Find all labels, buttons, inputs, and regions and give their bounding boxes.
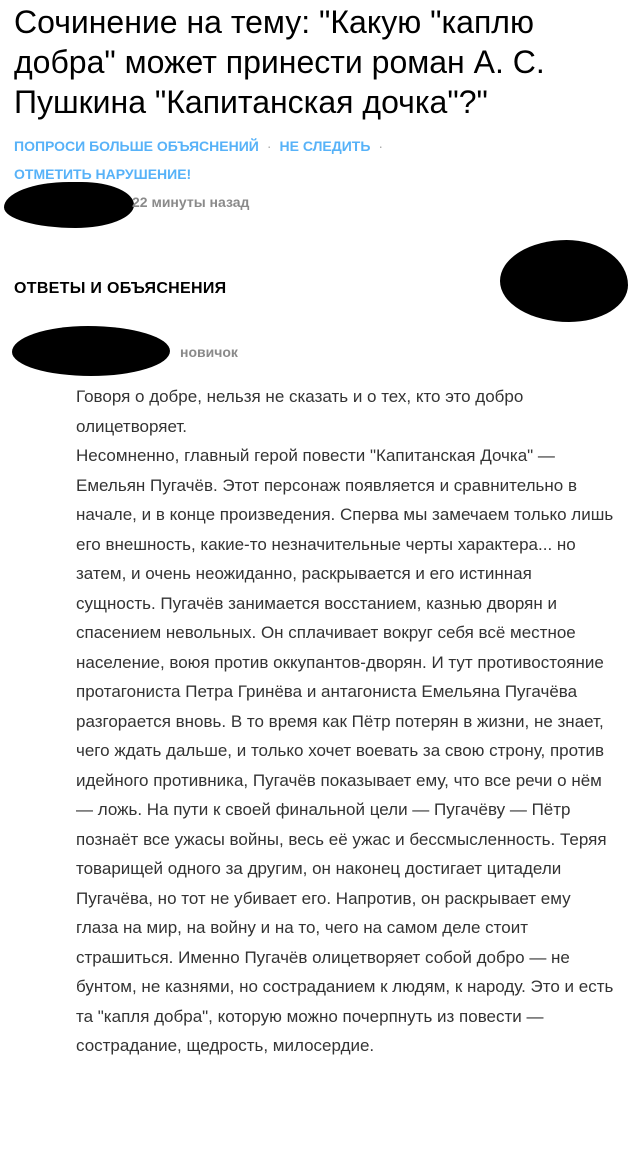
asker-info — [0, 178, 634, 228]
action-separator: · — [378, 138, 384, 154]
report-violation-link[interactable]: ОТМЕТИТЬ НАРУШЕНИЕ! — [14, 166, 192, 182]
question-timestamp: 22 минуты назад — [132, 194, 250, 210]
ask-more-explanations-link[interactable]: ПОПРОСИ БОЛЬШЕ ОБЪЯСНЕНИЙ — [14, 138, 259, 154]
unfollow-link[interactable]: НЕ СЛЕДИТЬ — [279, 138, 371, 154]
answer-paragraph: Несомненно, главный герой повести "Капитанская Дочка" — Емельян Пугачёв. Этот персонаж появляется и сравнительно в начале, и в конце произведения. Сперва мы замечаем только лишь его внешность, какие-то незначительные черты характера... но затем, и очень неожиданно, раскрывается и его истинная сущность. Пугачёв занимается восстанием, казнью дворян и спасением невольных. Он сплачивает вокруг себя всё местное население, воюя против оккупантов-дворян. И тут противостояние протагониста Петра Гринёва и антагониста Емельяна Пугачёва разгорается вновь. В то время как Пётр потерян в жизни, не знает, чего ждать дальше, и только хочет воевать за свою строну, против идейного противника, Пугачёв показывает ему, что все речи о нём — ложь. На пути к своей финальной цели — Пугачёву — Пётр познаёт все ужасы войны, весь её ужас и бессмысленность. Теряя товарищей одного за другим, он наконец достигает цитадели Пугачёва, но тот не убивает его. Напротив, он раскрывает ему глаза на мир, на войну и на то, чего на самом деле стоит страшиться. Именно Пугачёв олицетворяет собой добро — не бунтом, не казнями, но состраданием к людям, к народу. Это и есть та "капля добра", которую можно почерпнуть из повести — сострадание, щедрость, милосердие. — [76, 446, 614, 1055]
redacted-area — [500, 240, 628, 322]
answerer-info — [0, 322, 634, 380]
answer-text — [76, 382, 616, 1061]
answerer-rank: новичок — [180, 344, 238, 360]
action-separator: · — [266, 138, 272, 154]
question-title: Сочинение на тему: "Какую "каплю добра" может принести роман А. С. Пушкина "Капитанская дочка"?" — [14, 4, 545, 120]
answer-paragraph: Говоря о добре, нельзя не сказать и о тех, кто это добро олицетворяет. — [76, 387, 524, 436]
redacted-answerer-avatar[interactable] — [12, 326, 170, 376]
redacted-asker-avatar[interactable] — [4, 182, 134, 228]
answers-heading: ОТВЕТЫ И ОБЪЯСНЕНИЯ — [14, 280, 227, 297]
